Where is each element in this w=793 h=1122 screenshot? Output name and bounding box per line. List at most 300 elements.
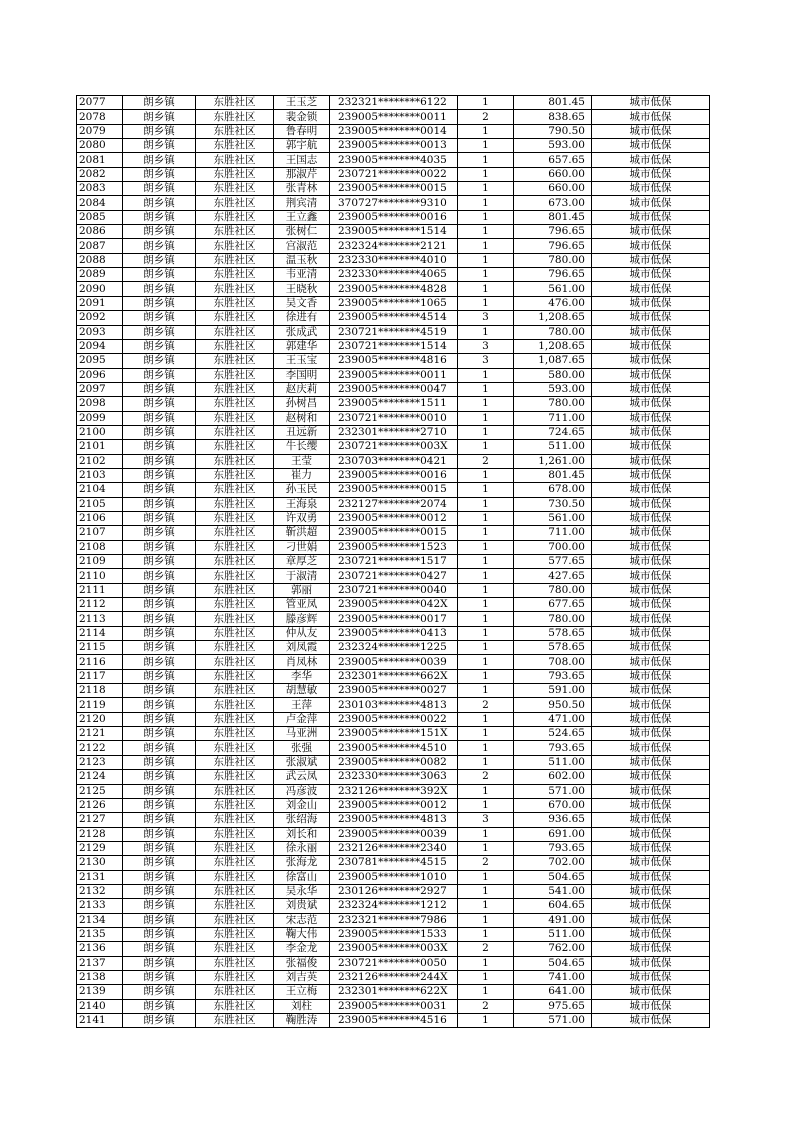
amount-cell: 593.00 xyxy=(514,139,592,153)
table-body xyxy=(77,96,710,1028)
id-number-cell: 239005********0015 xyxy=(330,483,458,497)
household-count-cell: 1 xyxy=(458,296,514,310)
name-cell: 张成武 xyxy=(274,325,330,339)
amount-cell: 780.00 xyxy=(514,612,592,626)
id-number-cell: 239005********4510 xyxy=(330,741,458,755)
aid-type-cell: 城市低保 xyxy=(592,798,710,812)
table-row xyxy=(77,225,710,239)
household-count-cell: 1 xyxy=(458,655,514,669)
serial-number-cell: 2099 xyxy=(77,411,123,425)
id-number-cell: 239005********4516 xyxy=(330,1014,458,1028)
amount-cell: 561.00 xyxy=(514,282,592,296)
community-cell: 东胜社区 xyxy=(196,153,274,167)
community-cell: 东胜社区 xyxy=(196,641,274,655)
town-cell: 朗乡镇 xyxy=(123,698,196,712)
household-count-cell: 1 xyxy=(458,970,514,984)
town-cell: 朗乡镇 xyxy=(123,411,196,425)
household-count-cell: 1 xyxy=(458,727,514,741)
amount-cell: 702.00 xyxy=(514,856,592,870)
community-cell: 东胜社区 xyxy=(196,755,274,769)
serial-number-cell: 2083 xyxy=(77,182,123,196)
table-row xyxy=(77,339,710,353)
id-number-cell: 239005********1523 xyxy=(330,540,458,554)
amount-cell: 660.00 xyxy=(514,182,592,196)
amount-cell: 936.65 xyxy=(514,813,592,827)
community-cell: 东胜社区 xyxy=(196,827,274,841)
name-cell: 靳洪超 xyxy=(274,526,330,540)
town-cell: 朗乡镇 xyxy=(123,182,196,196)
serial-number-cell: 2130 xyxy=(77,856,123,870)
id-number-cell: 230721********0040 xyxy=(330,583,458,597)
amount-cell: 780.00 xyxy=(514,397,592,411)
name-cell: 崔力 xyxy=(274,468,330,482)
id-number-cell: 239005********4813 xyxy=(330,813,458,827)
community-cell: 东胜社区 xyxy=(196,368,274,382)
household-count-cell: 1 xyxy=(458,669,514,683)
community-cell: 东胜社区 xyxy=(196,167,274,181)
table-row xyxy=(77,856,710,870)
name-cell: 孙树昌 xyxy=(274,397,330,411)
name-cell: 牛长缨 xyxy=(274,440,330,454)
amount-cell: 670.00 xyxy=(514,798,592,812)
amount-cell: 524.65 xyxy=(514,727,592,741)
town-cell: 朗乡镇 xyxy=(123,382,196,396)
serial-number-cell: 2116 xyxy=(77,655,123,669)
town-cell: 朗乡镇 xyxy=(123,1014,196,1028)
aid-type-cell: 城市低保 xyxy=(592,770,710,784)
table-row xyxy=(77,239,710,253)
amount-cell: 593.00 xyxy=(514,382,592,396)
table-row xyxy=(77,669,710,683)
community-cell: 东胜社区 xyxy=(196,1014,274,1028)
table-row xyxy=(77,727,710,741)
aid-type-cell: 城市低保 xyxy=(592,225,710,239)
aid-type-cell: 城市低保 xyxy=(592,96,710,110)
household-count-cell: 1 xyxy=(458,741,514,755)
aid-type-cell: 城市低保 xyxy=(592,1014,710,1028)
town-cell: 朗乡镇 xyxy=(123,555,196,569)
id-number-cell: 239005********0013 xyxy=(330,139,458,153)
name-cell: 丑远新 xyxy=(274,425,330,439)
beneficiary-table xyxy=(76,95,710,1028)
household-count-cell: 1 xyxy=(458,870,514,884)
aid-type-cell: 城市低保 xyxy=(592,884,710,898)
table-row xyxy=(77,684,710,698)
amount-cell: 660.00 xyxy=(514,167,592,181)
community-cell: 东胜社区 xyxy=(196,210,274,224)
community-cell: 东胜社区 xyxy=(196,239,274,253)
amount-cell: 427.65 xyxy=(514,569,592,583)
town-cell: 朗乡镇 xyxy=(123,712,196,726)
serial-number-cell: 2135 xyxy=(77,927,123,941)
amount-cell: 678.00 xyxy=(514,483,592,497)
town-cell: 朗乡镇 xyxy=(123,598,196,612)
table-row xyxy=(77,167,710,181)
serial-number-cell: 2096 xyxy=(77,368,123,382)
town-cell: 朗乡镇 xyxy=(123,827,196,841)
community-cell: 东胜社区 xyxy=(196,540,274,554)
name-cell: 王立鑫 xyxy=(274,210,330,224)
aid-type-cell: 城市低保 xyxy=(592,698,710,712)
name-cell: 王晓秋 xyxy=(274,282,330,296)
aid-type-cell: 城市低保 xyxy=(592,927,710,941)
household-count-cell: 2 xyxy=(458,999,514,1013)
community-cell: 东胜社区 xyxy=(196,196,274,210)
table-row xyxy=(77,999,710,1013)
community-cell: 东胜社区 xyxy=(196,555,274,569)
household-count-cell: 1 xyxy=(458,468,514,482)
serial-number-cell: 2134 xyxy=(77,913,123,927)
table-row xyxy=(77,970,710,984)
community-cell: 东胜社区 xyxy=(196,182,274,196)
name-cell: 荆宾清 xyxy=(274,196,330,210)
community-cell: 东胜社区 xyxy=(196,784,274,798)
serial-number-cell: 2120 xyxy=(77,712,123,726)
community-cell: 东胜社区 xyxy=(196,468,274,482)
name-cell: 裴金锁 xyxy=(274,110,330,124)
amount-cell: 591.00 xyxy=(514,684,592,698)
id-number-cell: 239005********4514 xyxy=(330,311,458,325)
table-row xyxy=(77,196,710,210)
aid-type-cell: 城市低保 xyxy=(592,755,710,769)
id-number-cell: 230721********0022 xyxy=(330,167,458,181)
community-cell: 东胜社区 xyxy=(196,440,274,454)
table-row xyxy=(77,540,710,554)
community-cell: 东胜社区 xyxy=(196,253,274,267)
serial-number-cell: 2094 xyxy=(77,339,123,353)
town-cell: 朗乡镇 xyxy=(123,985,196,999)
serial-number-cell: 2127 xyxy=(77,813,123,827)
name-cell: 肖凤林 xyxy=(274,655,330,669)
household-count-cell: 1 xyxy=(458,497,514,511)
id-number-cell: 239005********4828 xyxy=(330,282,458,296)
serial-number-cell: 2101 xyxy=(77,440,123,454)
table-row xyxy=(77,755,710,769)
name-cell: 那淑芹 xyxy=(274,167,330,181)
serial-number-cell: 2117 xyxy=(77,669,123,683)
table-row xyxy=(77,397,710,411)
serial-number-cell: 2115 xyxy=(77,641,123,655)
serial-number-cell: 2097 xyxy=(77,382,123,396)
household-count-cell: 1 xyxy=(458,540,514,554)
aid-type-cell: 城市低保 xyxy=(592,712,710,726)
name-cell: 王立梅 xyxy=(274,985,330,999)
amount-cell: 604.65 xyxy=(514,899,592,913)
town-cell: 朗乡镇 xyxy=(123,970,196,984)
town-cell: 朗乡镇 xyxy=(123,770,196,784)
name-cell: 李国明 xyxy=(274,368,330,382)
table-row xyxy=(77,927,710,941)
name-cell: 徐富山 xyxy=(274,870,330,884)
id-number-cell: 230721********0010 xyxy=(330,411,458,425)
table-row xyxy=(77,454,710,468)
id-number-cell: 239005********0016 xyxy=(330,468,458,482)
name-cell: 王玉芝 xyxy=(274,96,330,110)
id-number-cell: 232126********392X xyxy=(330,784,458,798)
serial-number-cell: 2122 xyxy=(77,741,123,755)
aid-type-cell: 城市低保 xyxy=(592,684,710,698)
id-number-cell: 239005********1514 xyxy=(330,225,458,239)
id-number-cell: 239005********0014 xyxy=(330,124,458,138)
community-cell: 东胜社区 xyxy=(196,927,274,941)
table-row xyxy=(77,253,710,267)
table-row xyxy=(77,555,710,569)
name-cell: 刘金山 xyxy=(274,798,330,812)
community-cell: 东胜社区 xyxy=(196,841,274,855)
aid-type-cell: 城市低保 xyxy=(592,626,710,640)
community-cell: 东胜社区 xyxy=(196,110,274,124)
community-cell: 东胜社区 xyxy=(196,598,274,612)
household-count-cell: 1 xyxy=(458,196,514,210)
town-cell: 朗乡镇 xyxy=(123,497,196,511)
table-row xyxy=(77,569,710,583)
town-cell: 朗乡镇 xyxy=(123,884,196,898)
id-number-cell: 232324********1225 xyxy=(330,641,458,655)
name-cell: 赵庆莉 xyxy=(274,382,330,396)
town-cell: 朗乡镇 xyxy=(123,368,196,382)
id-number-cell: 239005********0022 xyxy=(330,712,458,726)
table-row xyxy=(77,655,710,669)
table-row xyxy=(77,311,710,325)
serial-number-cell: 2104 xyxy=(77,483,123,497)
household-count-cell: 1 xyxy=(458,612,514,626)
table-row xyxy=(77,110,710,124)
name-cell: 王萍 xyxy=(274,698,330,712)
household-count-cell: 1 xyxy=(458,784,514,798)
table-row xyxy=(77,268,710,282)
serial-number-cell: 2078 xyxy=(77,110,123,124)
town-cell: 朗乡镇 xyxy=(123,167,196,181)
name-cell: 张绍海 xyxy=(274,813,330,827)
name-cell: 李华 xyxy=(274,669,330,683)
id-number-cell: 239005********0015 xyxy=(330,182,458,196)
town-cell: 朗乡镇 xyxy=(123,669,196,683)
id-number-cell: 239005********0012 xyxy=(330,511,458,525)
community-cell: 东胜社区 xyxy=(196,712,274,726)
serial-number-cell: 2080 xyxy=(77,139,123,153)
aid-type-cell: 城市低保 xyxy=(592,153,710,167)
amount-cell: 1,208.65 xyxy=(514,339,592,353)
community-cell: 东胜社区 xyxy=(196,884,274,898)
serial-number-cell: 2109 xyxy=(77,555,123,569)
household-count-cell: 1 xyxy=(458,884,514,898)
household-count-cell: 1 xyxy=(458,210,514,224)
aid-type-cell: 城市低保 xyxy=(592,569,710,583)
aid-type-cell: 城市低保 xyxy=(592,425,710,439)
id-number-cell: 232321********7986 xyxy=(330,913,458,927)
aid-type-cell: 城市低保 xyxy=(592,540,710,554)
community-cell: 东胜社区 xyxy=(196,684,274,698)
id-number-cell: 239005********0011 xyxy=(330,110,458,124)
amount-cell: 801.45 xyxy=(514,96,592,110)
table-row xyxy=(77,698,710,712)
id-number-cell: 232330********4065 xyxy=(330,268,458,282)
town-cell: 朗乡镇 xyxy=(123,540,196,554)
town-cell: 朗乡镇 xyxy=(123,942,196,956)
aid-type-cell: 城市低保 xyxy=(592,583,710,597)
community-cell: 东胜社区 xyxy=(196,870,274,884)
town-cell: 朗乡镇 xyxy=(123,655,196,669)
amount-cell: 504.65 xyxy=(514,870,592,884)
id-number-cell: 239005********1065 xyxy=(330,296,458,310)
name-cell: 宫淑范 xyxy=(274,239,330,253)
amount-cell: 577.65 xyxy=(514,555,592,569)
id-number-cell: 239005********0012 xyxy=(330,798,458,812)
table-row xyxy=(77,884,710,898)
household-count-cell: 1 xyxy=(458,1014,514,1028)
name-cell: 刘贵斌 xyxy=(274,899,330,913)
table-row xyxy=(77,526,710,540)
table-row xyxy=(77,153,710,167)
town-cell: 朗乡镇 xyxy=(123,425,196,439)
amount-cell: 578.65 xyxy=(514,626,592,640)
amount-cell: 511.00 xyxy=(514,440,592,454)
community-cell: 东胜社区 xyxy=(196,626,274,640)
household-count-cell: 1 xyxy=(458,440,514,454)
community-cell: 东胜社区 xyxy=(196,612,274,626)
aid-type-cell: 城市低保 xyxy=(592,827,710,841)
name-cell: 刘吉英 xyxy=(274,970,330,984)
aid-type-cell: 城市低保 xyxy=(592,511,710,525)
community-cell: 东胜社区 xyxy=(196,382,274,396)
household-count-cell: 2 xyxy=(458,454,514,468)
table-row xyxy=(77,483,710,497)
id-number-cell: 239005********0011 xyxy=(330,368,458,382)
community-cell: 东胜社区 xyxy=(196,970,274,984)
serial-number-cell: 2105 xyxy=(77,497,123,511)
name-cell: 张青林 xyxy=(274,182,330,196)
household-count-cell: 3 xyxy=(458,813,514,827)
town-cell: 朗乡镇 xyxy=(123,526,196,540)
aid-type-cell: 城市低保 xyxy=(592,282,710,296)
table-row xyxy=(77,985,710,999)
name-cell: 张树仁 xyxy=(274,225,330,239)
household-count-cell: 1 xyxy=(458,239,514,253)
id-number-cell: 232324********2121 xyxy=(330,239,458,253)
town-cell: 朗乡镇 xyxy=(123,268,196,282)
town-cell: 朗乡镇 xyxy=(123,612,196,626)
household-count-cell: 1 xyxy=(458,96,514,110)
community-cell: 东胜社区 xyxy=(196,282,274,296)
serial-number-cell: 2138 xyxy=(77,970,123,984)
aid-type-cell: 城市低保 xyxy=(592,483,710,497)
id-number-cell: 230126********2927 xyxy=(330,884,458,898)
household-count-cell: 1 xyxy=(458,583,514,597)
id-number-cell: 232324********1212 xyxy=(330,899,458,913)
household-count-cell: 1 xyxy=(458,511,514,525)
id-number-cell: 230781********4515 xyxy=(330,856,458,870)
community-cell: 东胜社区 xyxy=(196,96,274,110)
community-cell: 东胜社区 xyxy=(196,727,274,741)
name-cell: 鞠胜涛 xyxy=(274,1014,330,1028)
table-row xyxy=(77,354,710,368)
table-row xyxy=(77,712,710,726)
town-cell: 朗乡镇 xyxy=(123,282,196,296)
id-number-cell: 232321********6122 xyxy=(330,96,458,110)
id-number-cell: 232126********244X xyxy=(330,970,458,984)
aid-type-cell: 城市低保 xyxy=(592,325,710,339)
community-cell: 东胜社区 xyxy=(196,856,274,870)
town-cell: 朗乡镇 xyxy=(123,454,196,468)
table-row xyxy=(77,296,710,310)
aid-type-cell: 城市低保 xyxy=(592,841,710,855)
aid-type-cell: 城市低保 xyxy=(592,856,710,870)
serial-number-cell: 2123 xyxy=(77,755,123,769)
table-row xyxy=(77,139,710,153)
serial-number-cell: 2132 xyxy=(77,884,123,898)
aid-type-cell: 城市低保 xyxy=(592,440,710,454)
serial-number-cell: 2088 xyxy=(77,253,123,267)
town-cell: 朗乡镇 xyxy=(123,956,196,970)
table-row xyxy=(77,612,710,626)
serial-number-cell: 2098 xyxy=(77,397,123,411)
table-row xyxy=(77,583,710,597)
aid-type-cell: 城市低保 xyxy=(592,784,710,798)
table-row xyxy=(77,813,710,827)
table-row xyxy=(77,124,710,138)
town-cell: 朗乡镇 xyxy=(123,124,196,138)
serial-number-cell: 2137 xyxy=(77,956,123,970)
id-number-cell: 239005********0082 xyxy=(330,755,458,769)
amount-cell: 691.00 xyxy=(514,827,592,841)
serial-number-cell: 2139 xyxy=(77,985,123,999)
household-count-cell: 1 xyxy=(458,325,514,339)
table-row xyxy=(77,956,710,970)
table-row xyxy=(77,899,710,913)
amount-cell: 741.00 xyxy=(514,970,592,984)
name-cell: 张淑斌 xyxy=(274,755,330,769)
community-cell: 东胜社区 xyxy=(196,225,274,239)
household-count-cell: 1 xyxy=(458,368,514,382)
table-row xyxy=(77,913,710,927)
town-cell: 朗乡镇 xyxy=(123,511,196,525)
serial-number-cell: 2114 xyxy=(77,626,123,640)
town-cell: 朗乡镇 xyxy=(123,139,196,153)
id-number-cell: 230721********1514 xyxy=(330,339,458,353)
id-number-cell: 239005********0413 xyxy=(330,626,458,640)
serial-number-cell: 2121 xyxy=(77,727,123,741)
household-count-cell: 1 xyxy=(458,483,514,497)
amount-cell: 801.45 xyxy=(514,210,592,224)
aid-type-cell: 城市低保 xyxy=(592,913,710,927)
household-count-cell: 2 xyxy=(458,856,514,870)
household-count-cell: 1 xyxy=(458,526,514,540)
community-cell: 东胜社区 xyxy=(196,583,274,597)
amount-cell: 796.65 xyxy=(514,225,592,239)
aid-type-cell: 城市低保 xyxy=(592,497,710,511)
aid-type-cell: 城市低保 xyxy=(592,167,710,181)
amount-cell: 580.00 xyxy=(514,368,592,382)
id-number-cell: 232330********4010 xyxy=(330,253,458,267)
name-cell: 郭建华 xyxy=(274,339,330,353)
name-cell: 赵树和 xyxy=(274,411,330,425)
serial-number-cell: 2140 xyxy=(77,999,123,1013)
name-cell: 滕彦辉 xyxy=(274,612,330,626)
community-cell: 东胜社区 xyxy=(196,985,274,999)
amount-cell: 801.45 xyxy=(514,468,592,482)
community-cell: 东胜社区 xyxy=(196,770,274,784)
name-cell: 张强 xyxy=(274,741,330,755)
town-cell: 朗乡镇 xyxy=(123,196,196,210)
id-number-cell: 239005********0031 xyxy=(330,999,458,1013)
id-number-cell: 239005********1010 xyxy=(330,870,458,884)
household-count-cell: 1 xyxy=(458,268,514,282)
name-cell: 郭丽 xyxy=(274,583,330,597)
aid-type-cell: 城市低保 xyxy=(592,411,710,425)
serial-number-cell: 2091 xyxy=(77,296,123,310)
id-number-cell: 230103********4813 xyxy=(330,698,458,712)
town-cell: 朗乡镇 xyxy=(123,841,196,855)
